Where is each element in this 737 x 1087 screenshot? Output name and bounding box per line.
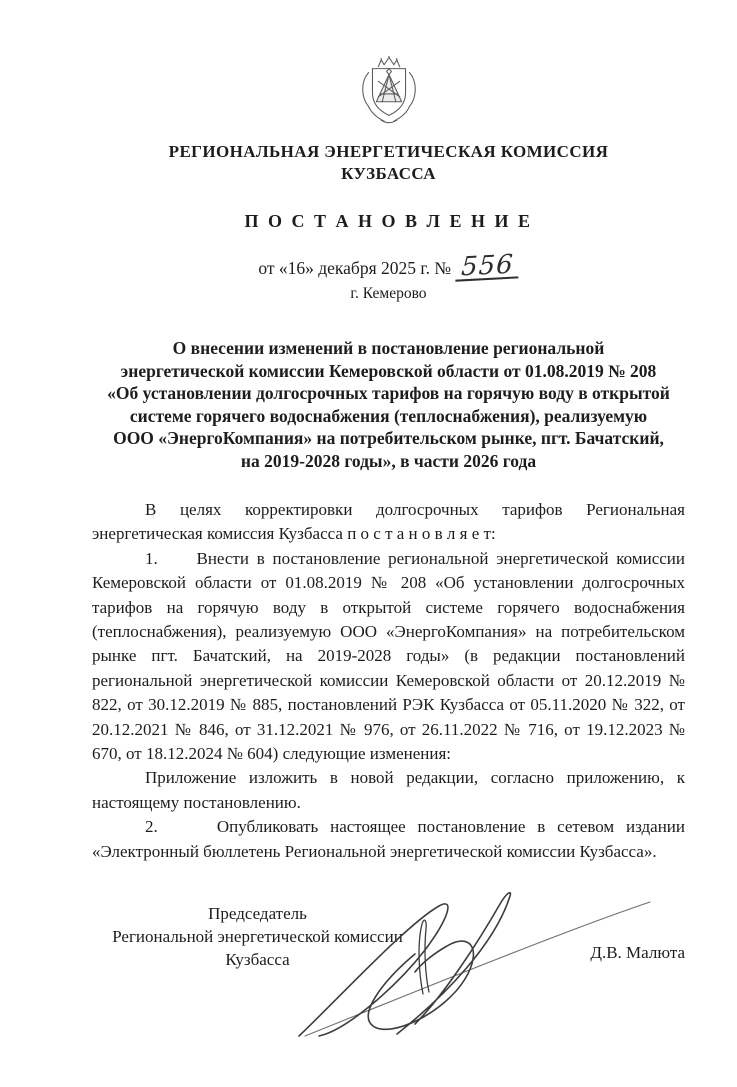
doc-title-line: О внесении изменений в постановление региональной <box>172 338 605 358</box>
doc-title-line: ООО «ЭнергоКомпания» на потребительском рынке, пгт. Бачатский, <box>113 428 664 448</box>
signer-name: Д.В. Малюта <box>590 943 685 963</box>
signer-position-line2: Региональной энергетической комиссии <box>112 927 403 947</box>
doc-body <box>92 498 685 864</box>
signer-position-line3: Кузбасса <box>225 950 290 970</box>
body-paragraph-annex: Приложение изложить в новой редакции, согласно приложению, к настоящему постановлению. <box>92 768 685 812</box>
doc-title <box>92 337 685 472</box>
doc-title-line: «Об установлении долгосрочных тарифов на горячую воду в открытой <box>107 383 670 403</box>
doc-title-line: системе горячего водоснабжения (теплоснабжения), реализуемую <box>129 405 648 426</box>
signer-position <box>100 902 415 971</box>
org-name-line1: РЕГИОНАЛЬНАЯ ЭНЕРГЕТИЧЕСКАЯ КОМИССИЯ <box>168 142 609 161</box>
doc-title-line: энергетической комиссии Кемеровской области от 01.08.2019 № 208 <box>120 360 657 381</box>
doc-title-line: на 2019-2028 годы», в части 2026 года <box>240 450 537 471</box>
org-name-line2: КУЗБАССА <box>341 164 436 183</box>
date-line <box>92 249 685 283</box>
body-paragraph-preamble: В целях корректировки долгосрочных тарифов Региональная энергетическая комиссия Кузбасса п о с т а н о в л я е т: <box>92 500 685 544</box>
kuzbass-coat-of-arms-icon <box>351 56 427 128</box>
body-paragraph-item-1: 1. Внести в постановление региональной энергетической комиссии Кемеровской области от 01.08.2019 № 208 «Об установлении долгосрочных тарифов на горячую воду в открытой системе горячего водоснабжения (теплоснабжения), реализуемую ООО «ЭнергоКомпания» на потребительском рынке пгт. Бачатский, на 2019-2028 годы» (в редакции постановлений региональной энергетической комиссии Кемеровской области от 20.12.2019 № 822, от 30.12.2019 № 885, постановлений РЭК Кузбасса от 05.11.2020 № 322, от 20.12.2021 № 846, от 31.12.2021 № 976, от 26.11.2022 № 716, от 19.12.2023 № 670, от 18.12.2024 № 604) следующие изменения: <box>92 548 685 764</box>
doc-number-handwritten: 556 <box>455 253 519 281</box>
date-prefix: от «16» декабря 2025 г. № <box>258 258 452 278</box>
body-paragraph-item-2: 2. Опубликовать настоящее постановление в сетевом издании «Электронный бюллетень Региональной энергетической комиссии Кузбасса». <box>92 817 685 861</box>
signature-block <box>92 902 685 1087</box>
signer-position-line1: Председатель <box>208 904 307 924</box>
doc-type-heading: П О С Т А Н О В Л Е Н И Е <box>244 211 533 231</box>
org-name <box>92 141 685 185</box>
emblem-container <box>92 56 685 133</box>
city-line: г. Кемерово <box>350 285 427 302</box>
